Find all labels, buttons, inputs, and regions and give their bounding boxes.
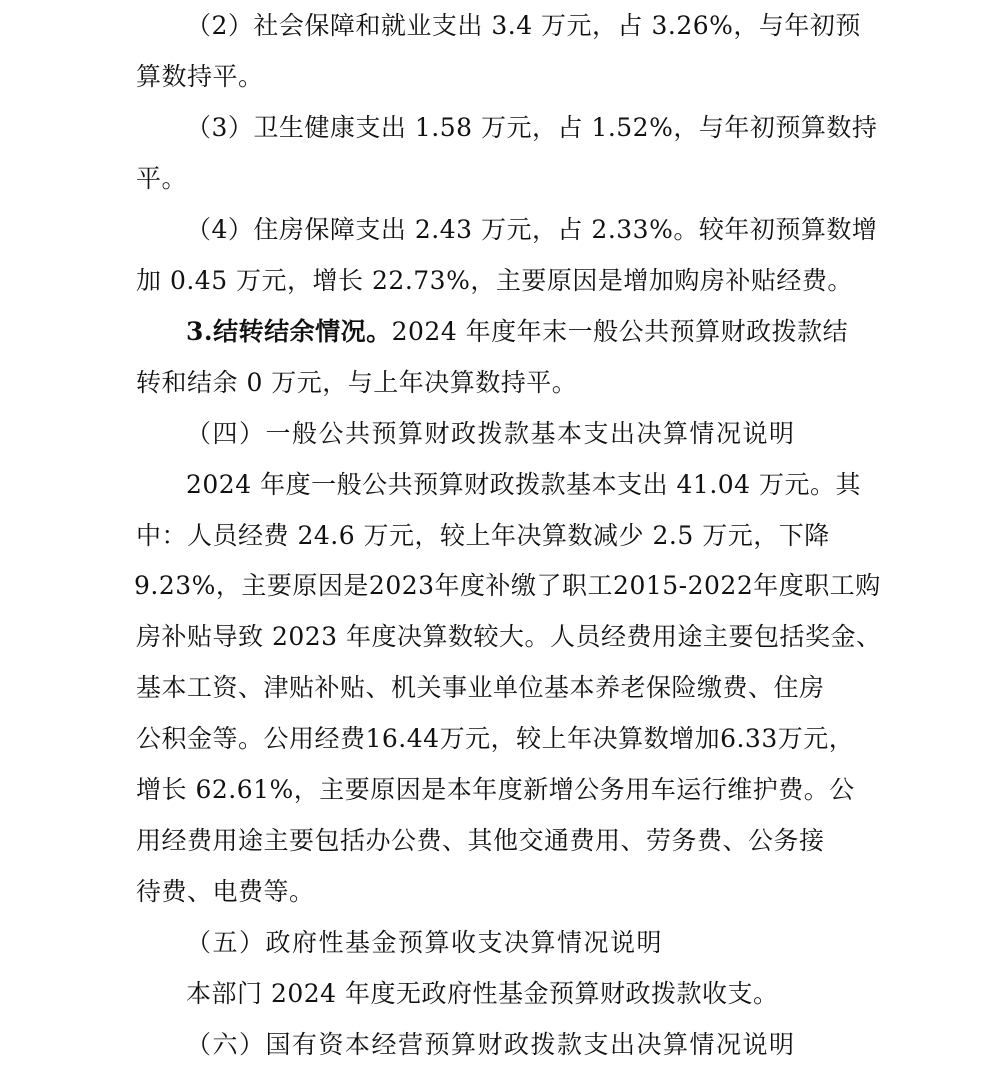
paragraph-line: 算数持平。 xyxy=(136,62,264,91)
section-heading: （四）一般公共预算财政拨款基本支出决算情况说明 xyxy=(186,419,796,448)
paragraph-line: 平。 xyxy=(136,164,188,193)
paragraph-line: 转和结余 0 万元，与上年决算数持平。 xyxy=(136,368,578,397)
paragraph-line: 用经费用途主要包括办公费、其他交通费用、劳务费、公务接 xyxy=(136,826,825,855)
paragraph-line: 中：人员经费 24.6 万元，较上年决算数减少 2.5 万元，下降 xyxy=(136,521,830,550)
paragraph-line: 增长 62.61%，主要原因是本年度新增公务用车运行维护费。公 xyxy=(136,775,855,804)
paragraph-line: 加 0.45 万元，增长 22.73%，主要原因是增加购房补贴经费。 xyxy=(136,266,853,295)
paragraph-line: 房补贴导致 2023 年度决算数较大。人员经费用途主要包括奖金、 xyxy=(136,622,882,651)
paragraph-line: 待费、电费等。 xyxy=(136,877,315,906)
paragraph-line: （3）卫生健康支出 1.58 万元，占 1.52%，与年初预算数持 xyxy=(186,113,878,142)
carryover-text: 2024 年度年末一般公共预算财政拨款结 xyxy=(391,317,849,346)
paragraph-line: 9.23%，主要原因是2023年度补缴了职工2015-2022年度职工购 xyxy=(134,571,881,600)
paragraph-line: （4）住房保障支出 2.43 万元，占 2.33%。较年初预算数增 xyxy=(186,215,878,244)
paragraph-line: （2）社会保障和就业支出 3.4 万元，占 3.26%，与年初预 xyxy=(186,11,861,40)
paragraph-line: 基本工资、津贴补贴、机关事业单位基本养老保险缴费、住房 xyxy=(136,673,825,702)
paragraph-line: 2024 年度一般公共预算财政拨款基本支出 41.04 万元。其 xyxy=(186,470,862,499)
section-heading: （五）政府性基金预算收支决算情况说明 xyxy=(186,928,664,957)
section-bold-label: 3.结转结余情况。 xyxy=(186,317,392,346)
carryover-paragraph-line xyxy=(186,312,946,352)
paragraph-line: 公积金等。公用经费16.44万元，较上年决算数增加6.33万元， xyxy=(136,724,855,753)
section-heading: （六）国有资本经营预算财政拨款支出决算情况说明 xyxy=(186,1030,796,1059)
paragraph-line: 本部门 2024 年度无政府性基金预算财政拨款收支。 xyxy=(186,979,779,1008)
